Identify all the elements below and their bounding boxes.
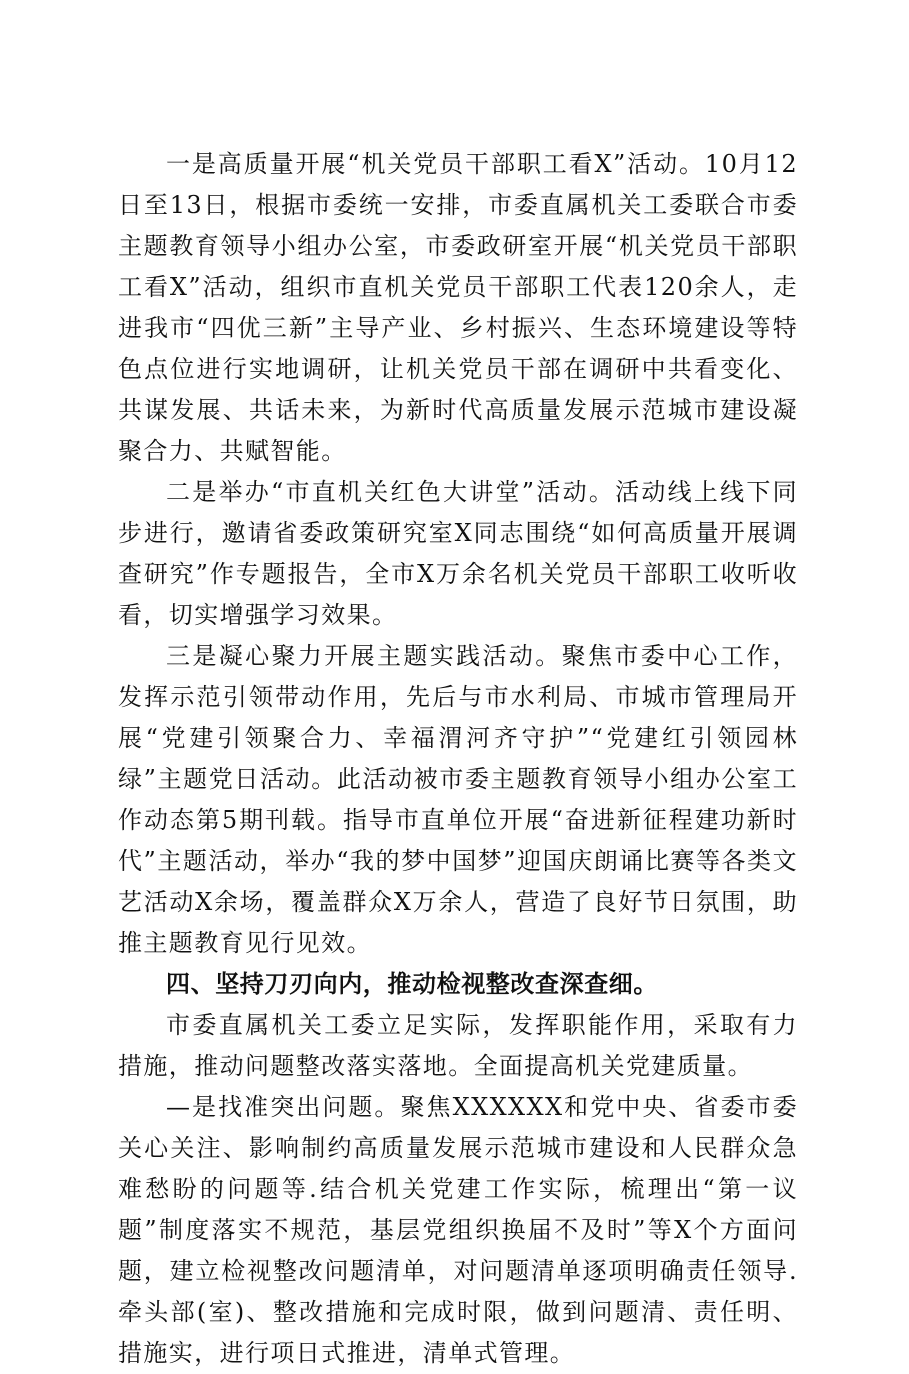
document-body: [118, 144, 798, 1374]
paragraph-find-problems: —是找准突出问题。聚焦XXXXXX和党中央、省委市委关心关注、影响制约高质量发展示范城市建设和人民群众急难愁盼的问题等.结合机关党建工作实际，梳理出“第一议题”制度落实不规范，基层党组织换届不及时”等X个方面问题，建立检视整改问题清单，对问题清单逐项明确责任领导.牵头部(室)、整改措施和完成时限，做到问题清、责任明、措施实，进行项日式推进，清单式管理。: [118, 1093, 798, 1367]
paragraph-section-intro: 市委直属机关工委立足实际，发挥职能作用，采取有力措施，推动问题整改落实落地。全面提高机关党建质量。: [118, 1011, 798, 1080]
section-heading-four: 四、坚持刀刃向内，推动检视整改查深查细。: [166, 970, 658, 998]
paragraph-activity-one: 一是高质量开展“机关党员干部职工看X”活动。10月12日至13日，根据市委统一安排，市委直属机关工委联合市委主题教育领导小组办公室，市委政研室开展“机关党员干部职工看X”活动，组织市直机关党员干部职工代表120余人，走进我市“四优三新”主导产业、乡村振兴、生态环境建设等特色点位进行实地调研，让机关党员干部在调研中共看变化、共谋发展、共话未来，为新时代高质量发展示范城市建设凝聚合力、共赋智能。: [118, 150, 798, 465]
paragraph-activity-three: 三是凝心聚力开展主题实践活动。聚焦市委中心工作，发挥示范引领带动作用，先后与市水利局、市城市管理局开展“党建引领聚合力、幸福渭河齐守护”“党建红引领园林绿”主题党日活动。此活动被市委主题教育领导小组办公室工作动态第5期刊载。指导市直单位开展“奋进新征程建功新时代”主题活动，举办“我的梦中国梦”迎国庆朗诵比赛等各类文艺活动X余场，覆盖群众X万余人，营造了良好节日氛围，助推主题教育见行见效。: [118, 642, 798, 957]
paragraph-activity-two: 二是举办“市直机关红色大讲堂”活动。活动线上线下同步进行，邀请省委政策研究室X同志围绕“如何高质量开展调查研究”作专题报告，全市X万余名机关党员干部职工收听收看，切实增强学习效果。: [118, 478, 798, 629]
